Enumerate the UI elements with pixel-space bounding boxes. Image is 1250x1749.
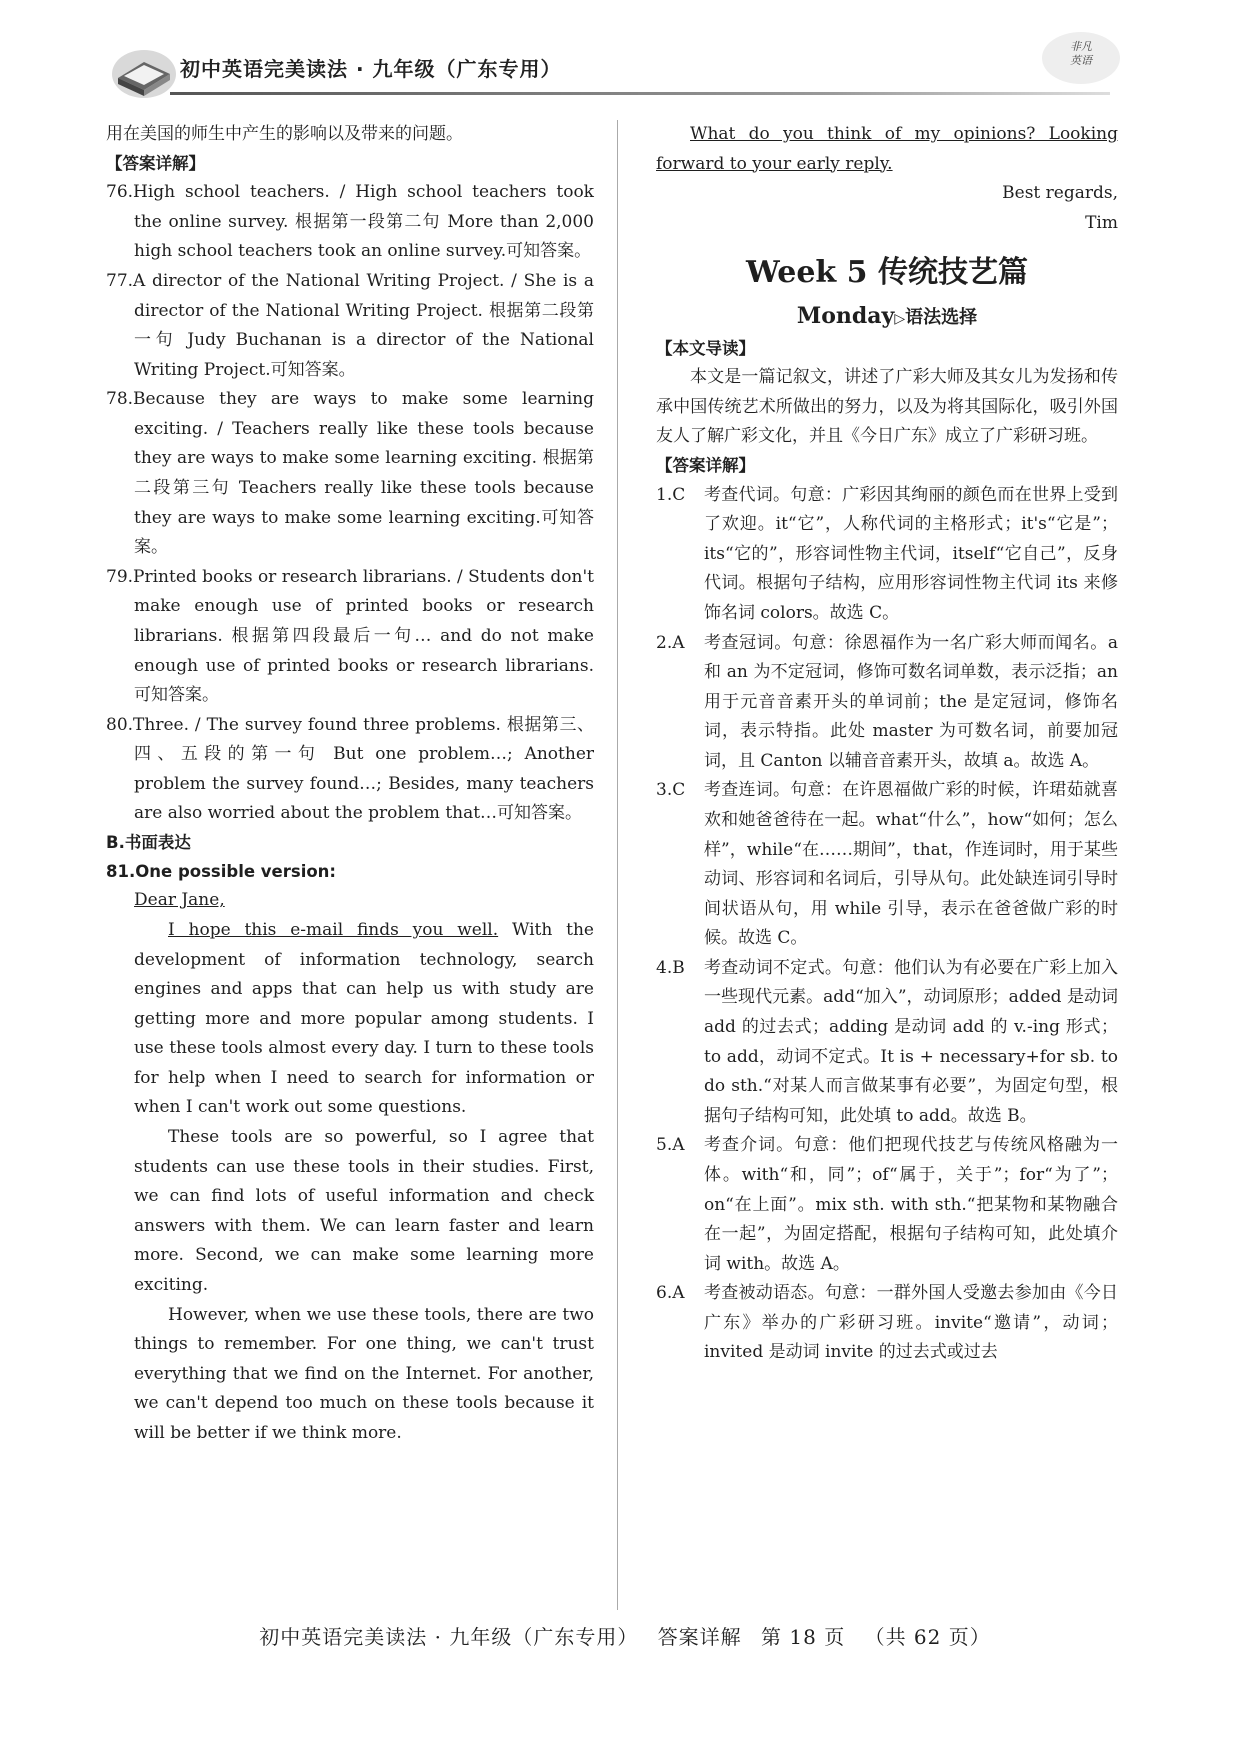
guide-text: 本文是一篇记叙文，讲述了广彩大师及其女儿为发扬和传承中国传统艺术所做出的努力，以及为将其国际化，吸引外国友人了解广彩文化，并且《今日广东》成立了广彩研习班。 <box>656 367 1118 447</box>
brand-badge-top: 非凡 <box>1070 40 1092 53</box>
answer-heading: 【答案详解】 <box>106 153 205 173</box>
book-logo-icon <box>110 40 178 100</box>
answer-5 <box>656 1131 1118 1279</box>
answer-text: 考查被动语态。句意：一群外国人受邀去参加由《今日广东》举办的广彩研习班。invite“邀请”，动词；invited 是动词 invite 的过去式或过去 <box>704 1283 1118 1363</box>
day-title <box>656 299 1118 334</box>
brand-badge-bottom: 英语 <box>1070 54 1092 68</box>
answer-6 <box>656 1279 1118 1368</box>
version-label: 81.One possible version: <box>106 861 337 881</box>
answer-key: 3.C <box>656 780 686 801</box>
answer-heading-right: 【答案详解】 <box>656 455 755 475</box>
answer-4 <box>656 954 1118 1131</box>
footer-section: 答案详解 <box>657 1625 742 1649</box>
answer-text: 考查冠词。句意：徐恩福作为一名广彩大师而闻名。a 和 an 为不定冠词，修饰可数名词单数，表示泛指；an 用于元音音素开头的单词前；the 是定冠词，修饰名词，表示特指。此处 master 为可数名词，前要加冠词，且 Canton 以辅音音素开头，故填 a。故选 A。 <box>704 632 1118 771</box>
page-header <box>110 32 1140 112</box>
answer-2 <box>656 629 1118 777</box>
intro-tail: 用在美国的师生中产生的影响以及带来的问题。 <box>106 124 463 144</box>
answer-77: 77.A director of the National Writing Project. / She is a director of the National Writing Project. 根据第二段第一句 Judy Buchanan is a director of the National Writing Project.可知答案。 <box>106 271 594 380</box>
answer-text: 考查动词不定式。句意：他们认为有必要在广彩上加入一些现代元素。add“加入”，动词原形；added 是动词 add 的过去式；adding 是动词 add 的 v.-ing 形式；to add，动词不定式。It is + necessary+for sb. to do sth.“对某人而言做某事有必要”，为固定句型，根据句子结构可知，此处填 to add。故选 B。 <box>704 957 1118 1126</box>
answer-key: 2.A <box>656 632 685 653</box>
letter-paragraph-1 <box>106 916 594 1123</box>
answer-key: 5.A <box>656 1135 685 1156</box>
footer-book-title: 初中英语完美读法 · 九年级（广东专用） <box>259 1625 639 1649</box>
letter-opening: I hope this e-mail finds you well. <box>168 919 499 940</box>
week-title: Week 5 传统技艺篇 <box>746 255 1028 291</box>
salutation-text: Dear Jane, <box>134 890 225 911</box>
right-column <box>656 120 1118 1368</box>
answer-text: 考查介词。句意：他们把现代技艺与传统风格融为一体。with“和，同”；of“属于，关于”；for“为了”；on“在上面”。mix sth. with sth.“把某物和某物融合在一起”，为固定搭配，根据句子结构可知，此处填介词 with。故选 A。 <box>704 1135 1118 1274</box>
letter-closing-question: What do you think of my opinions? Looking forward to your early reply. <box>656 124 1118 174</box>
salutation <box>106 886 594 916</box>
letter-signature: Tim <box>1085 212 1118 233</box>
letter-paragraph-3: However, when we use these tools, there are two things to remember. For one thing, we can't trust everything that we find on the Internet. For another, we can't depend too much on these tools because it will be better if we think more. <box>134 1304 594 1443</box>
answer-3 <box>656 776 1118 953</box>
letter-p1-rest: With the development of information technology, search engines and apps that can help us with study are getting more and more popular among students. I use these tools almost every day. I turn to these tools for help when I need to search for information or when I can't work out some questions. <box>134 919 594 1118</box>
guide-heading: 【本文导读】 <box>656 338 755 358</box>
answer-key: 1.C <box>656 484 686 505</box>
answer-79: 79.Printed books or research librarians. / Students don't make enough use of printed books or research librarians. 根据第四段最后一句… and do not make enough use of printed books or research librarians.可知答案。 <box>106 566 594 706</box>
triangle-arrow-icon: ▷ <box>894 311 906 328</box>
header-rule <box>170 92 1110 95</box>
answer-key: 4.B <box>656 957 685 978</box>
left-column <box>106 120 594 1448</box>
answer-text: 考查连词。句意：在许恩福做广彩的时候，许珺茹就喜欢和她爸爸待在一起。what“什么”，how“如何；怎么样”，while“在……期间”，that，作连词时，用于某些动词、形容词和名词后，引导从句。此处缺连词引导时间状语从句，用 while 引导，表示在爸爸做广彩的时候。故选 C。 <box>704 780 1118 949</box>
footer-total-pages: （共 62 页） <box>864 1625 991 1649</box>
writing-heading: B.书面表达 <box>106 833 191 852</box>
day-subtitle: 语法选择 <box>905 307 978 329</box>
answer-78: 78.Because they are ways to make some learning exciting. / Teachers really like these tools because they are ways to make some learning exciting. 根据第二段第三句 Teachers really like these tools because they are ways to make some learning exciting.可知答案。 <box>106 389 594 558</box>
answer-text: 考查代词。句意：广彩因其绚丽的颜色而在世界上受到了欢迎。it“它”，人称代词的主格形式；it's“它是”；its“它的”，形容词性物主代词，itself“它自己”，反身代词。根据句子结构，应用形容词性物主代词 its 来修饰名词 colors。故选 C。 <box>704 484 1118 623</box>
answer-1 <box>656 481 1118 629</box>
column-divider <box>617 120 618 1610</box>
answer-76: 76.High school teachers. / High school teachers took the online survey. 根据第一段第二句 More than 2,000 high school teachers took an online survey.可知答案。 <box>106 182 594 262</box>
page-footer <box>0 1620 1250 1655</box>
header-title: 初中英语完美读法 · 九年级（广东专用） <box>180 57 562 81</box>
answer-80: 80.Three. / The survey found three problems. 根据第三、四、五段的第一句 But one problem…; Another problem the survey found…; Besides, many teachers are also worried about the problem that…可知答案。 <box>106 714 594 824</box>
letter-regards: Best regards, <box>1002 183 1118 204</box>
footer-page-number: 第 18 页 <box>761 1625 846 1649</box>
day-name: Monday <box>796 303 895 330</box>
letter-paragraph-2: These tools are so powerful, so I agree that students can use these tools in their studies. First, we can find lots of useful information and check answers with them. We can learn faster and learn more. Second, we can make some learning more exciting. <box>134 1127 594 1295</box>
brand-badge <box>1042 32 1120 84</box>
answer-key: 6.A <box>656 1283 685 1304</box>
